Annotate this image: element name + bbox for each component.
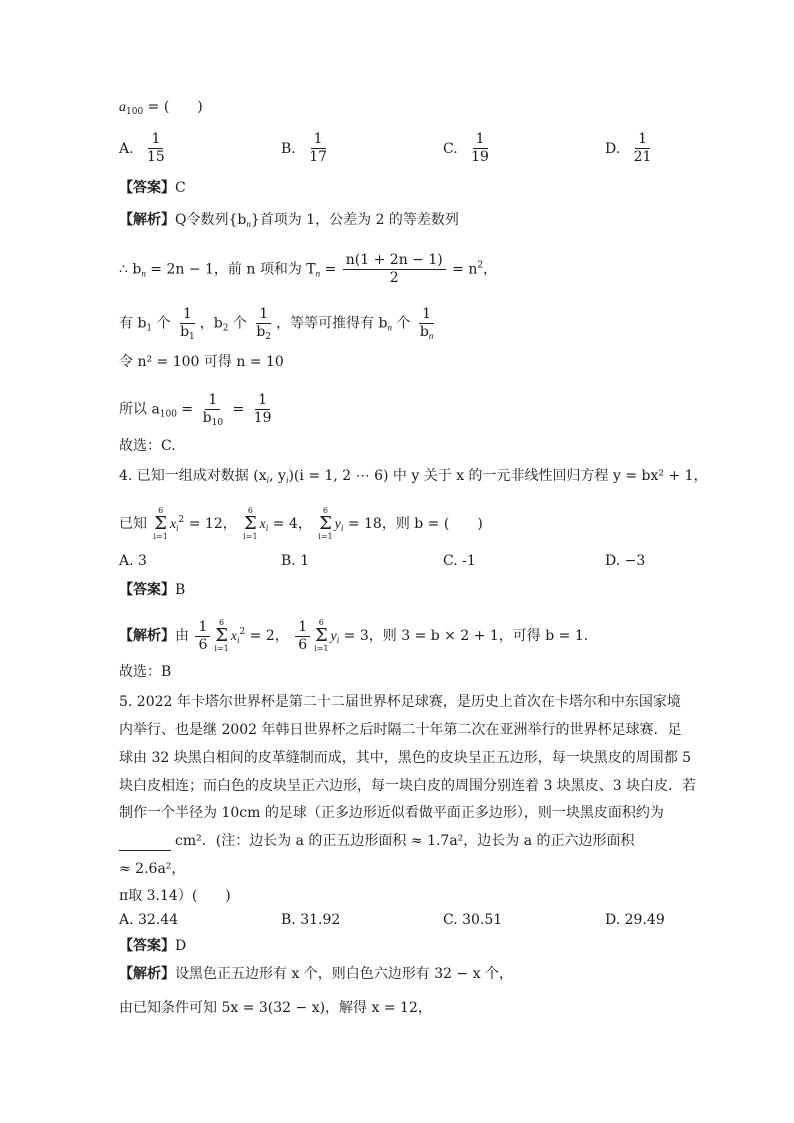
q3-analysis-l5: 所以 $a_{100}$ = $\frac{1}{b_{10}}$ = $\frac{1}{19}$ — [119, 392, 272, 428]
q3-option-a: A. $\frac{1}{15}$ — [119, 131, 165, 165]
q5-stem-l4: 块白皮相连；而白色的皮块呈正六边形，每一块白皮的周围分别连着 3 块黑皮、3 块白皮．若 — [119, 778, 697, 794]
q4-option-c: C. -1 — [443, 553, 476, 569]
q4-option-b: B. 1 — [281, 553, 310, 569]
q3-analysis-l1: 【解析】Q令数列$\{b_n\}$首项为 1，公差为 2 的等差数列 — [119, 212, 459, 229]
q5-answer: 【答案】D — [119, 938, 187, 954]
q4-stem-l1: 4. 已知一组成对数据 ($x_i$, $y_i)(i = 1$, 2 ⋯ 6) 中 y 关于 x 的一元非线性回归方程 y = bx² + 1， — [119, 468, 708, 485]
q5-stem-l8: π取 3.14）( ) — [119, 888, 231, 904]
q5-option-d: D. 29.49 — [605, 912, 665, 928]
q3-option-d: D. $\frac{1}{21}$ — [605, 131, 652, 165]
q5-option-c: C. 30.51 — [443, 912, 503, 928]
q5-analysis-l1: 【解析】设黑色正五边形有 x 个，则白色六边形有 32 − x 个， — [119, 966, 514, 982]
q4-conclusion: 故选：B — [119, 664, 172, 680]
q5-stem-l3: 球由 32 块黑白相间的皮革缝制而成，其中，黑色的皮块呈正五边形，每一块黑皮的周围都 5 — [119, 750, 692, 766]
q3-answer: 【答案】C — [119, 180, 186, 196]
q5-analysis-l2: 由已知条件可知 5x = 3(32 − x)，解得 x = 12， — [119, 1000, 432, 1016]
q4-option-d: D. −3 — [605, 553, 646, 569]
q5-option-b: B. 31.92 — [281, 912, 341, 928]
q3-analysis-l4: 令 n² = 100 可得 n = 10 — [119, 354, 284, 370]
q4-stem-l2: 已知 6 Σ i=1 $x_i^2 = 12$， 6 Σ i=1 $x_i = 4$， 6 Σ i=1 $y_i = 18$，则 b = ( ) — [119, 506, 483, 541]
q5-stem-l7: ≈ 2.6a²， — [119, 861, 186, 877]
q4-analysis: 【解析】由 $\frac{1}{6}$ 6 Σ i=1 $x_i^2 = 2$， $\frac{1}{6}$ 6 Σ i=1 $y_i = 3$，则 3 = b × 2 + 1，可得 b = 1. — [119, 618, 589, 653]
q5-stem-l1: 5. 2022 年卡塔尔世界杯是第二十二届世界杯足球赛，是历史上首次在卡塔尔和中东国家境 — [119, 694, 681, 710]
q5-stem-l6: cm²．(注：边长为 a 的正五边形面积 ≈ 1.7a²，边长为 a 的正六边形面积 — [119, 831, 635, 851]
q3-conclusion: 故选：C. — [119, 438, 176, 454]
q5-stem-l2: 内举行、也是继 2002 年韩日世界杯之后时隔二十年第二次在亚洲举行的世界杯足球赛．足 — [119, 722, 682, 738]
q3-stem: $a_{100}$ = ( ) — [119, 99, 203, 117]
q4-option-a: A. 3 — [119, 553, 147, 569]
q3-option-c: C. $\frac{1}{19}$ — [443, 131, 489, 165]
q3-analysis-l2: ∴ $b_n = 2n - 1$，前 n 项和为 $T_n$ = $\frac{n(1 + 2n - 1)}{2}$ = $n^2$， — [119, 252, 498, 286]
q4-answer: 【答案】B — [119, 582, 186, 598]
q3-analysis-l3: 有 $b_1$ 个 $\frac{1}{b_1}$ ，$b_2$ 个 $\frac{1}{b_2}$ ，等等可推得有 $b_n$ 个 $\frac{1}{b_n}$ — [119, 306, 434, 342]
q5-option-a: A. 32.44 — [119, 912, 179, 928]
q5-stem-l5: 制作一个半径为 10cm 的足球（正多边形近似看做平面正多边形），则一块黑皮面积约为 — [119, 805, 664, 821]
q3-option-b: B. $\frac{1}{17}$ — [281, 131, 328, 165]
